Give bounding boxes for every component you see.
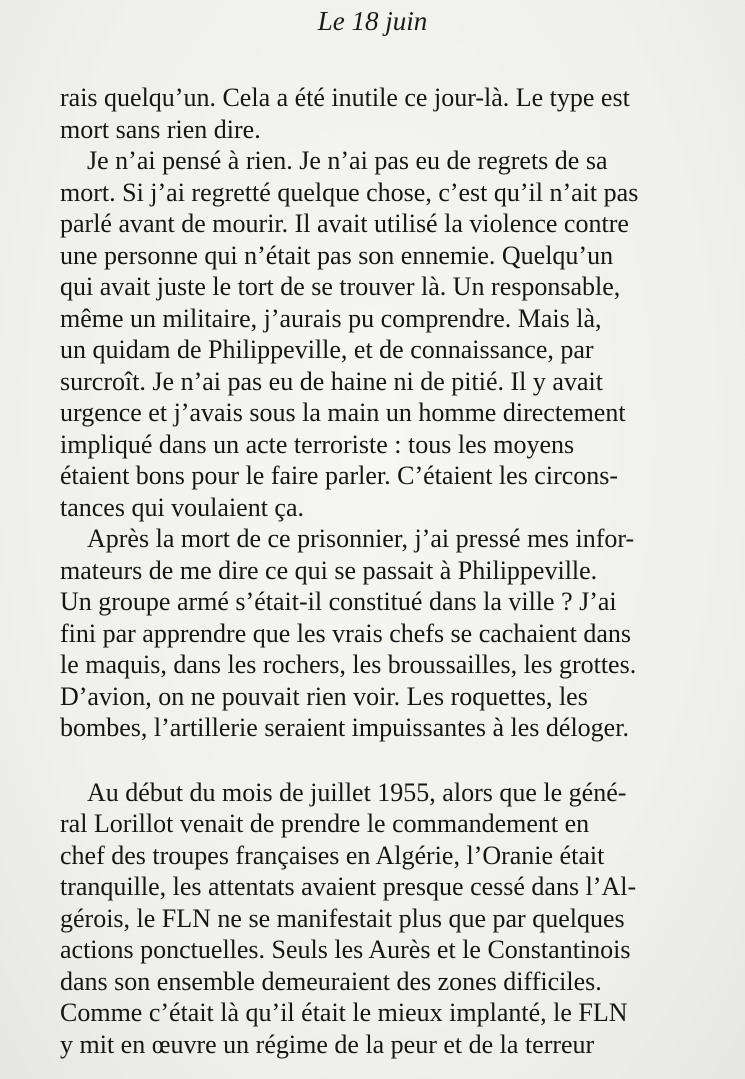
text-line: étaient bons pour le faire parler. C’étaient les circons- [60,461,619,490]
text-line: ral Lorillot venait de prendre le commandement en [60,809,590,838]
text-line: tranquille, les attentats avaient presque cessé dans l’Al- [60,872,637,901]
paragraph [60,145,680,523]
text-line: mateurs de me dire ce qui se passait à Philippeville. [60,555,598,585]
text-line: D’avion, on ne pouvait rien voir. Les roquettes, les [60,681,588,711]
text-line: qui avait juste le tort de se trouver là. Un responsable, [60,272,621,301]
text-line: le maquis, dans les rochers, les broussailles, les grottes. [60,650,637,679]
text-line: Un groupe armé s’était-il constitué dans la ville ? J’ai [60,587,617,616]
text-line: Je n’ai pensé à rien. Je n’ai pas eu de regrets de sa [87,146,608,175]
text-line: urgence et j’avais sous la main un homme directement [60,398,626,427]
text-line: une personne qui n’était pas son ennemie. Quelqu’un [60,240,614,270]
paragraph [60,777,680,1061]
section-break [60,744,680,777]
text-line: gérois, le FLN ne se manifestait plus que par quelques [60,903,625,933]
text-line: impliqué dans un acte terroriste : tous les moyens [60,429,575,459]
text-line: tances qui voulaient ça. [60,492,305,522]
text-line: Au début du mois de juillet 1955, alors que le géné- [87,777,627,807]
text-line: mort sans rien dire. [60,114,261,144]
text-line: un quidam de Philippeville, et de connaissance, par [60,335,594,364]
text-line: y mit en œuvre un régime de la peur et de la terreur [60,1029,595,1059]
paragraph [60,523,680,744]
text-line: fini par apprendre que les vrais chefs se cachaient dans [60,618,632,648]
running-head: Le 18 juin [317,6,428,36]
text-line: parlé avant de mourir. Il avait utilisé la violence contre [60,209,629,238]
text-line: Comme c’était là qu’il était le mieux implanté, le FLN [60,998,628,1027]
text-line: dans son ensemble demeuraient des zones difficiles. [60,966,602,996]
text-line: bombes, l’artillerie seraient impuissantes à les déloger. [60,713,629,742]
text-line: même un militaire, j’aurais pu comprendre. Mais là, [60,303,602,333]
text-line: mort. Si j’ai regretté quelque chose, c’est qu’il n’ait pas [60,177,639,207]
text-line: chef des troupes françaises en Algérie, l’Oranie était [60,840,605,870]
body-text [60,82,680,1060]
text-line: Après la mort de ce prisonnier, j’ai pressé mes infor- [87,524,635,553]
text-line: actions ponctuelles. Seuls les Aurès et le Constantinois [60,935,631,964]
paragraph-continuation [60,82,680,145]
text-line: surcroît. Je n’ai pas eu de haine ni de pitié. Il y avait [60,366,603,396]
text-line: rais quelqu’un. Cela a été inutile ce jour-là. Le type est [60,83,630,112]
